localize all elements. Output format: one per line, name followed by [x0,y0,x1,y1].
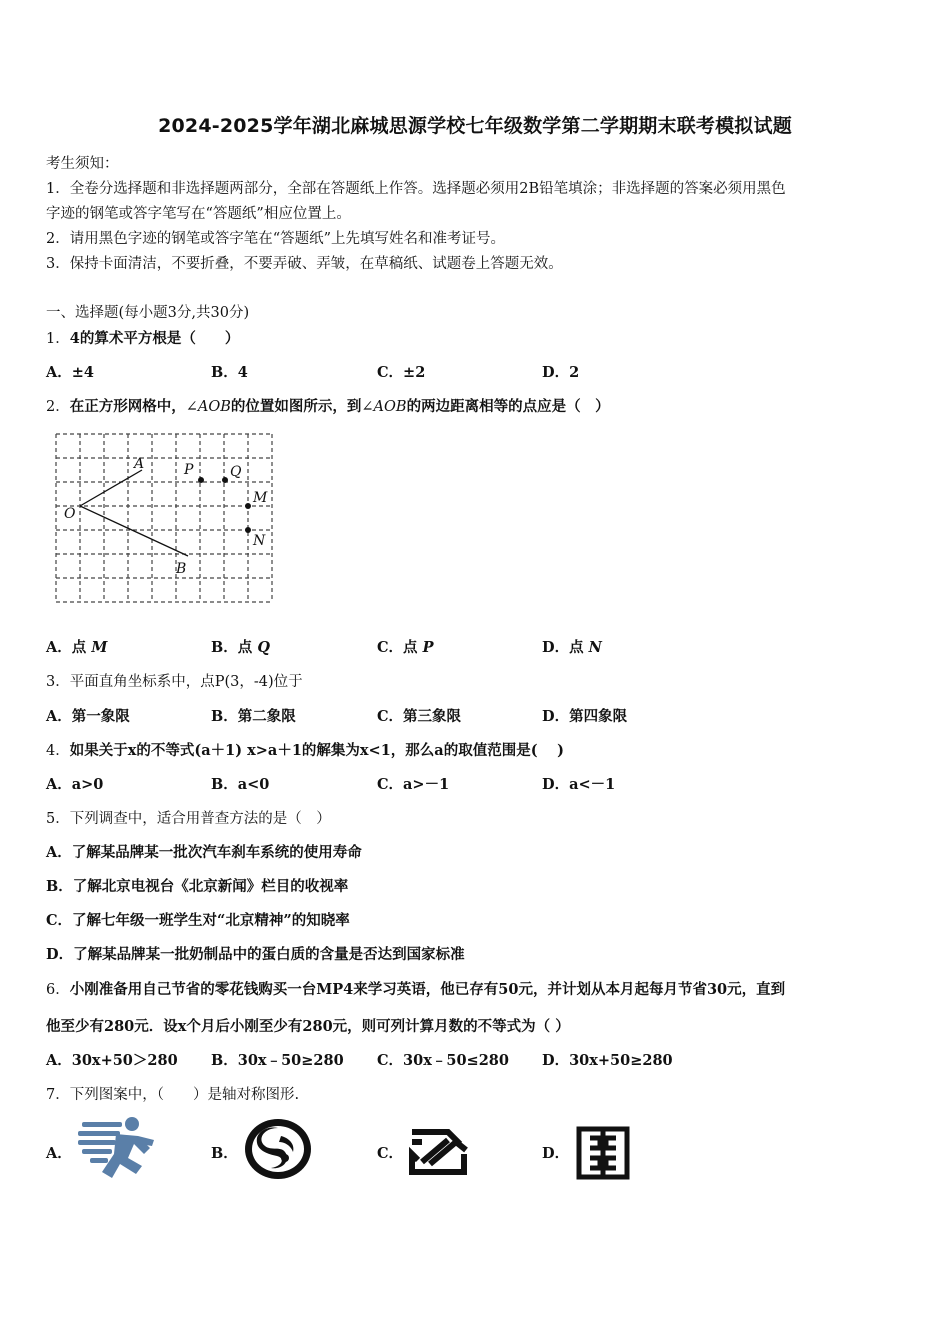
option-letter: D． [542,639,570,656]
ray-ob [80,506,188,556]
label-q: Q [230,464,242,480]
question-5 [46,807,331,828]
q4-option-c[interactable]: C．a>－1 [377,776,450,793]
option-letter: B． [211,639,238,656]
q1-option-a[interactable]: A．±4 [46,364,94,381]
q2-option-d[interactable] [542,636,602,657]
angle-symbol: ∠AOB [361,399,407,415]
question-text: 如果关于x的不等式(a＋1) x>a＋1的解集为x<1，那么a的取值范围是( ) [69,742,564,759]
page-title: 2024-2025学年湖北麻城思源学校七年级数学第二学期期末联考模拟试题 [158,115,792,137]
point-q [222,477,228,483]
question-number: 2． [46,399,70,415]
question-text: 的位置如图所示，到 [230,398,362,415]
q1-option-b[interactable]: B．4 [211,364,248,381]
option-letter: A． [46,639,72,656]
question-number: 1． [46,331,70,347]
question-text: 在正方形网格中， [69,398,186,415]
label-m: M [253,490,268,506]
question-4 [46,739,564,760]
question-text: 平面直角坐标系中，点P(3，-4)位于 [69,674,303,690]
q4-option-b[interactable]: B．a<0 [211,776,270,793]
q2-option-a[interactable] [46,636,107,657]
knot-pattern-icon [408,1124,470,1180]
question-text: 小刚准备用自己节省的零花钱购买一台MP4来学习英语，他已存有50元，并计划从本月起每月节省30元，直到 [69,981,786,998]
ray-oa [80,470,142,506]
question-1 [46,327,239,348]
question-3 [46,670,303,691]
question-text: 下列图案中，（ ）是轴对称图形. [69,1087,300,1103]
point-p [198,477,204,483]
label-o: O [64,506,76,522]
question-6-cont: 他至少有280元．设x个月后小刚至少有280元，则可列计算月数的不等式为（ ） [46,1018,570,1035]
label-n: N [253,533,266,549]
option-text: 点 [569,639,584,656]
notice-item: 1．全卷分选择题和非选择题两部分，全部在答题纸上作答。选择题必须用2B铅笔填涂；非选择题的答案必须用黑色 [46,181,786,197]
q7-option-d[interactable]: D． [542,1145,570,1162]
angle-symbol: ∠AOB [185,399,231,415]
question-number: 5． [46,811,70,827]
q6-option-d[interactable]: D．30x+50≥280 [542,1052,673,1069]
q3-option-b[interactable]: B．第二象限 [211,708,296,725]
option-var: Q [257,639,270,656]
q5-option-d[interactable]: D．了解某品牌某一批奶制品中的蛋白质的含量是否达到国家标准 [46,946,465,963]
question-7 [46,1083,299,1104]
q2-option-c[interactable] [377,636,434,657]
q3-option-d[interactable]: D．第四象限 [542,708,628,725]
q3-option-c[interactable]: C．第三象限 [377,708,462,725]
q7-option-b[interactable]: B． [211,1145,238,1162]
question-number: 6． [46,982,70,998]
question-text: 的两边距离相等的点应是（ ） [406,398,610,415]
q1-option-c[interactable]: C．±2 [377,364,426,381]
q6-option-a[interactable]: A．30x+50＞280 [46,1052,178,1069]
option-text: 点 [71,639,87,656]
option-var: P [422,639,434,656]
q6-option-c[interactable]: C．30x﹣50≤280 [377,1052,509,1069]
notice-heading: 考生须知： [46,156,119,172]
q7-option-c[interactable]: C． [377,1145,404,1162]
grid-angle-figure [50,428,280,610]
notice-item: 3．保持卡面清洁，不要折叠，不要弄破、弄皱，在草稿纸、试题卷上答题无效。 [46,256,563,272]
option-text: 点 [403,639,418,656]
option-var: M [91,639,108,656]
question-number: 7． [46,1087,70,1103]
label-b: B [176,561,187,577]
label-a: A [134,456,145,472]
question-6 [46,978,785,999]
q5-option-b[interactable]: B．了解北京电视台《北京新闻》栏目的收视率 [46,878,349,895]
question-number: 3． [46,674,70,690]
q1-option-d[interactable]: D．2 [542,364,580,381]
q5-option-a[interactable]: A．了解某品牌某一批次汽车刹车系统的使用寿命 [46,844,362,861]
spiral-emblem-icon [241,1116,315,1182]
option-text: 点 [237,639,253,656]
grid-lines [56,434,272,602]
label-p: P [184,462,194,478]
q3-option-a[interactable]: A．第一象限 [46,708,130,725]
question-number: 4． [46,743,70,759]
option-letter: C． [377,639,404,656]
question-text: 4的算术平方根是（ ） [69,330,240,347]
q6-option-b[interactable]: B．30x﹣50≥280 [211,1052,344,1069]
question-text: 下列调查中，适合用普查方法的是（ ） [69,811,331,827]
option-var: N [588,639,602,656]
point-n [245,527,251,533]
question-2 [46,395,610,416]
point-m [245,503,251,509]
notice-item: 2．请用黑色字迹的钢笔或答字笔在“答题纸”上先填写姓名和准考证号。 [46,231,506,247]
q5-option-c[interactable]: C．了解七年级一班学生对“北京精神”的知晓率 [46,912,350,929]
fret-pattern-icon [576,1126,630,1180]
running-figure-icon [76,1114,160,1184]
q4-option-a[interactable]: A．a>0 [46,776,104,793]
q4-option-d[interactable]: D．a<－1 [542,776,616,793]
q2-option-b[interactable] [211,636,270,657]
notice-item: 字迹的钢笔或答字笔写在“答题纸”相应位置上。 [46,206,351,222]
q7-option-a[interactable]: A． [46,1145,72,1162]
section-heading: 一、选择题(每小题3分,共30分) [46,305,250,321]
